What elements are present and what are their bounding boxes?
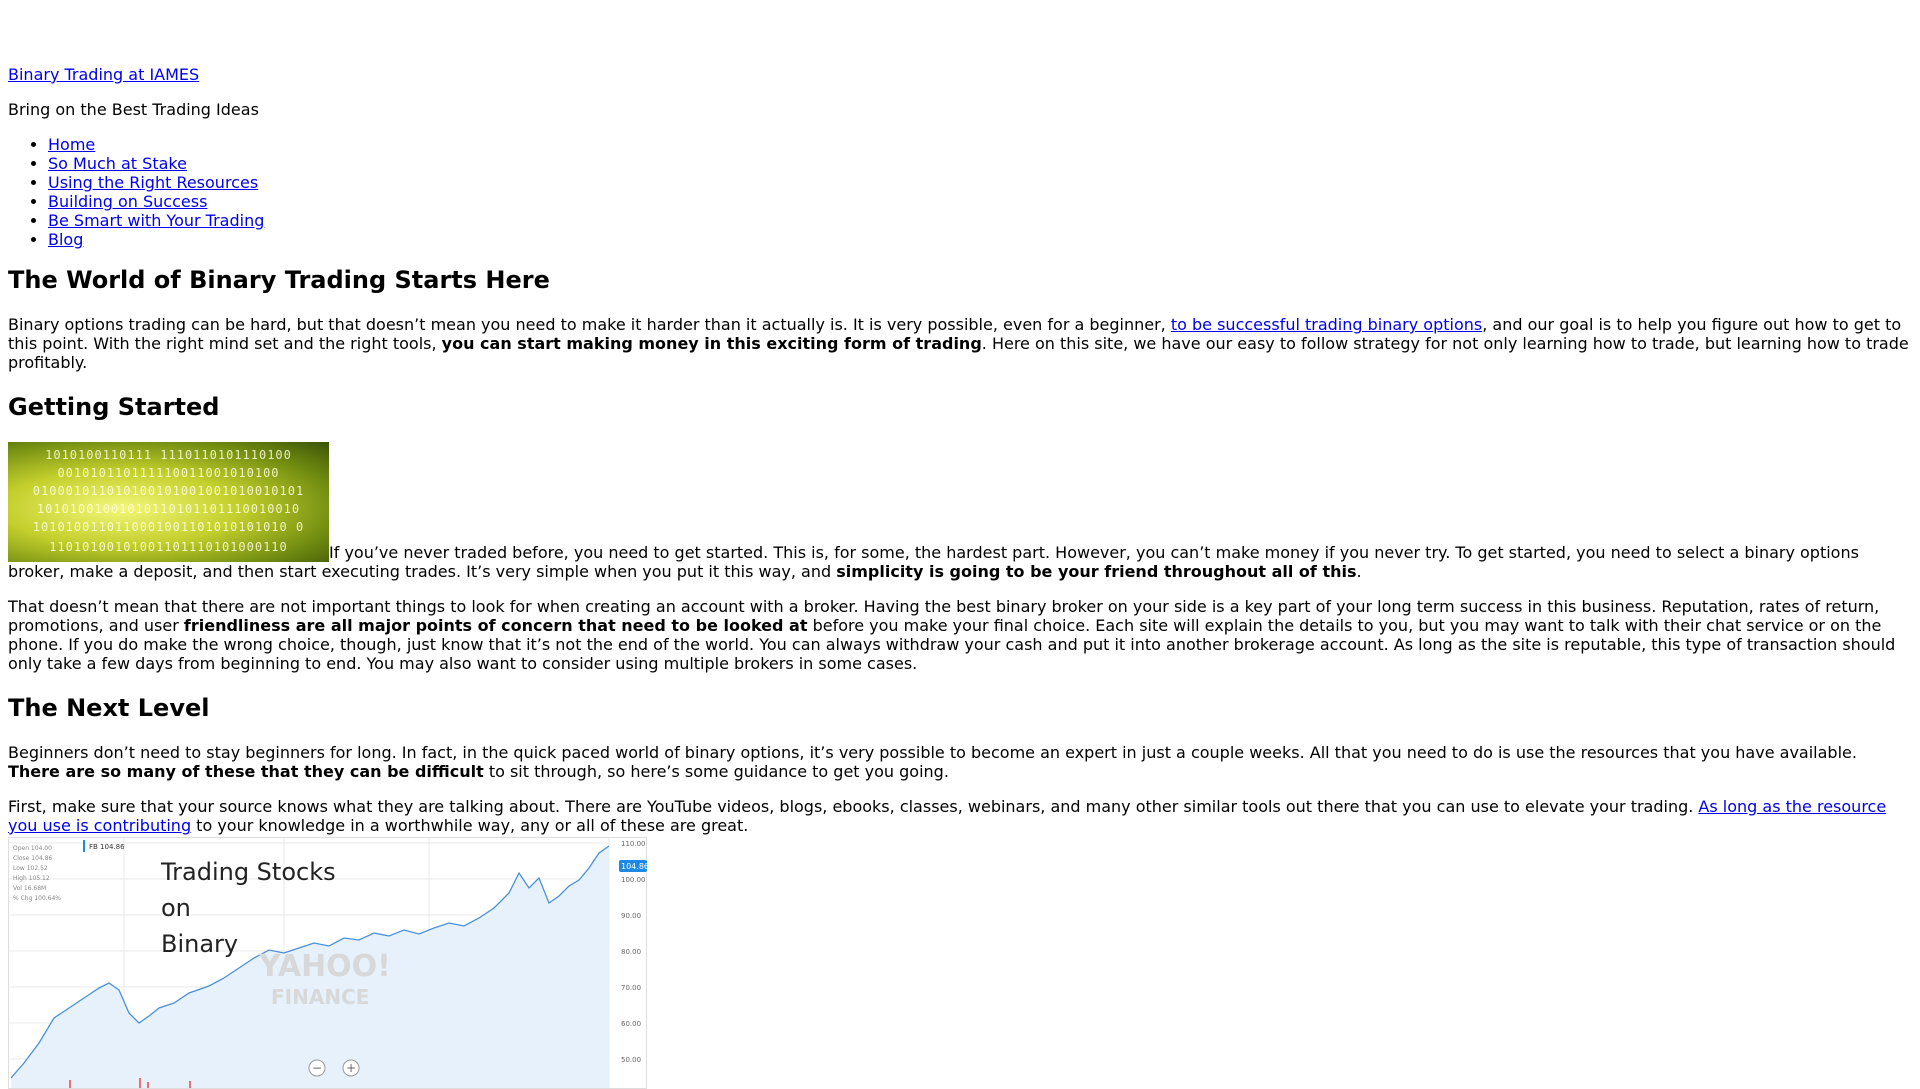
intro-bold: you can start making money in this exciting form of trading [441, 334, 982, 353]
nav-item [48, 192, 1912, 211]
binary-code-image [8, 442, 329, 562]
watermark-text: FINANCE [271, 985, 370, 1009]
next-level-paragraph-2 [8, 797, 1912, 835]
binary-row: 10101001001010110101101110010010 [36, 502, 301, 516]
page-heading: The World of Binary Trading Starts Here [8, 266, 550, 294]
volume-bar [147, 1082, 149, 1088]
watermark-text: YAHOO! [259, 949, 391, 984]
binary-row: 11010100101001101110101000110 [49, 540, 288, 554]
getting-started-paragraph-1 [8, 442, 1912, 581]
nav-item [48, 211, 1912, 230]
chart-overlay-title: Binary [161, 930, 239, 958]
intro-text-a: Binary options trading can be hard, but that doesn’t mean you need to make it harder than it actually is. It is very possible, even for a beginner, [8, 315, 1171, 334]
stat-label: Vol 16.68M [13, 885, 47, 892]
stat-label: Open 104.00 [13, 845, 52, 852]
zoom-in-label: + [346, 1061, 357, 1075]
intro-paragraph [8, 315, 1912, 372]
broker-text-a: That doesn’t mean that there are not important things to look for when creating an account with a broker. Having the best binary broker on your side is a key part of your long term success in this business. Reputation, rates of return, promotions, and user [8, 597, 1880, 635]
binary-row: 1010100110110001001101010101010 0 [32, 520, 305, 534]
nav-link-so-much-at-stake[interactable]: So Much at Stake [48, 154, 187, 173]
successful-trading-link[interactable]: to be successful trading binary options [1170, 315, 1483, 334]
next-level-bold: There are so many of these that they can be difficult [8, 762, 484, 781]
intro-text-b: , and our goal is to help you figure out how to get to this point. With the right mind set and the right tools, [8, 315, 1902, 353]
nav-link-be-smart-with-your-trading[interactable]: Be Smart with Your Trading [48, 211, 265, 230]
y-tick-label: 110.00 [621, 840, 646, 848]
next-level-paragraph-1 [8, 743, 1912, 781]
next-level-text-a: Beginners don’t need to stay beginners for long. In fact, in the quick paced world of binary options, it’s very possible to become an expert in just a couple weeks. All that you need to do is use the resources that you have available. [8, 743, 1857, 762]
stat-label: Low 102.52 [13, 865, 48, 872]
y-tick-label: 70.00 [621, 984, 642, 992]
zoom-out-label: − [312, 1061, 323, 1075]
volume-bar [189, 1081, 191, 1088]
ticker-label: FB 104.86 [89, 843, 125, 851]
site-tagline: Bring on the Best Trading Ideas [8, 100, 259, 119]
nav-item [48, 154, 1912, 173]
y-tick-label: 80.00 [621, 948, 642, 956]
next-level-text-b: to sit through, so here’s some guidance to get you going. [483, 762, 949, 781]
nav-link-blog[interactable]: Blog [48, 230, 84, 249]
stock-chart-image [8, 837, 647, 1089]
nav-item [48, 135, 1912, 154]
price-badge: 104.86 [621, 862, 649, 871]
y-tick-label: 60.00 [621, 1020, 642, 1028]
y-tick-label: 100.00 [621, 876, 646, 884]
nav-item [48, 230, 1912, 249]
volume-bar [69, 1080, 71, 1088]
stat-label: High 105.12 [13, 875, 50, 882]
resources-text-b: to your knowledge in a worthwhile way, any or all of these are great. [191, 816, 749, 835]
getting-started-text-b: . [1356, 562, 1362, 581]
stock-chart-graphic [9, 838, 649, 1088]
resource-contributing-link[interactable]: As long as the resource you use is contributing [8, 797, 1887, 835]
nav-link-building-on-success[interactable]: Building on Success [48, 192, 208, 211]
binary-row: 001010110111110011001010100 [57, 466, 280, 480]
section-heading-next-level: The Next Level [8, 694, 210, 722]
resources-text-a: First, make sure that your source knows what they are talking about. There are YouTube videos, blogs, ebooks, classes, webinars, and many other similar tools out there that you can use to elevate your trading. [8, 797, 1699, 816]
getting-started-bold: simplicity is going to be your friend throughout all of this [836, 562, 1357, 581]
broker-bold: friendliness are all major points of concern that need to be looked at [183, 616, 808, 635]
y-tick-label: 50.00 [621, 1056, 642, 1064]
section-heading-getting-started: Getting Started [8, 393, 220, 421]
getting-started-paragraph-2 [8, 597, 1912, 673]
intro-text-c: . Here on this site, we have our easy to follow strategy for not only learning how to trade, but learning how to trade profitably. [8, 334, 1909, 372]
site-title-link[interactable]: Binary Trading at IAMES [8, 65, 200, 84]
chart-overlay-title: on [161, 894, 191, 922]
binary-row: 1010100110111 1110110101110100 [45, 448, 292, 462]
nav-link-home[interactable]: Home [48, 135, 96, 154]
main-nav [8, 135, 1912, 249]
chart-overlay-title: Trading Stocks [161, 858, 336, 886]
stat-label: % Chg 100.64% [13, 895, 62, 902]
getting-started-text-a: If you’ve never traded before, you need to get started. This is, for some, the hardest part. However, you can’t make money if you never try. To get started, you need to select a binary options broker, make a deposit, and then start executing trades. It’s very simple when you put it this way, and [8, 543, 1859, 581]
broker-text-b: before you make your final choice. Each site will explain the details to you, but you may want to talk with their chat service or on the phone. If you do make the wrong choice, though, just know that it’s not the end of the world. You can always withdraw your cash and put it into another brokerage account. As long as the site is reputable, this type of transaction should only take a few days from beginning to end. You may also want to consider using multiple brokers in some cases. [8, 616, 1896, 673]
nav-item [48, 173, 1912, 192]
y-tick-label: 90.00 [621, 912, 642, 920]
ticker-marker [83, 840, 85, 852]
stat-label: Close 104.86 [13, 855, 53, 862]
binary-row: 010001011010100101001001010010101 [32, 484, 305, 498]
nav-link-using-the-right-resources[interactable]: Using the Right Resources [48, 173, 259, 192]
volume-bar [139, 1078, 141, 1088]
